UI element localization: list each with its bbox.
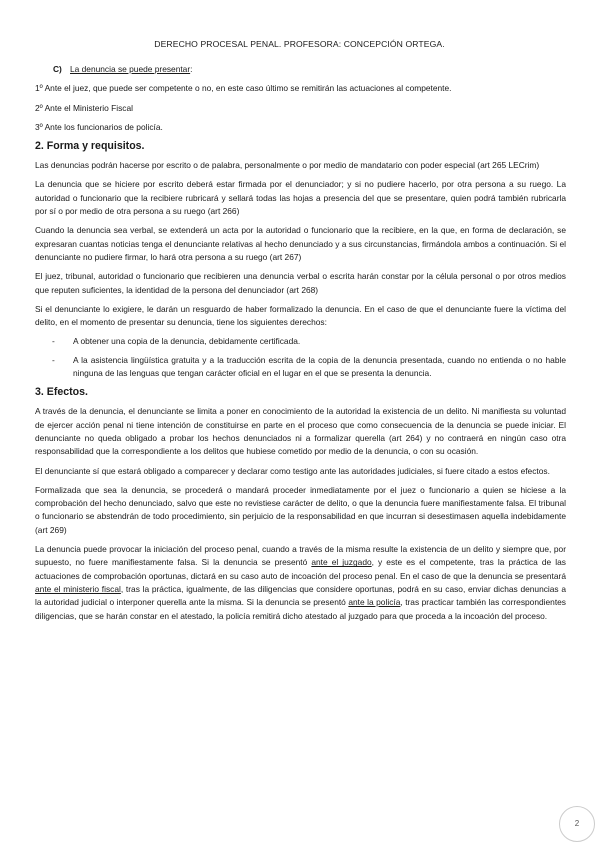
underlined-text: ante el juzgado — [311, 557, 372, 568]
text-run: , y este es el competente, tras la práctica de las actuaciones de comprobación oportunas, dictará en su caso auto de incoación del proceso penal. En el caso de que la denuncia se presentará — [35, 557, 566, 581]
option-2: 2º Ante el Ministerio Fiscal — [35, 102, 134, 113]
page-content — [35, 63, 566, 629]
paragraph: La denuncia que se hiciere por escrito deberá estar firmada por el denunciador; y si no pudiere hacerlo, por otra persona a su ruego. La autoridad o funcionario que la recibiere rubricará y sellará todas las hojas a presencia del que se presentare, quien podrá también rubricarla por sí o por medio de otra persona a su ruego (art 266) — [35, 179, 566, 217]
paragraph: Si el denunciante lo exigiere, le darán un resguardo de haber formalizado la denuncia. En el caso de que el denunciante fuere la víctima del delito, en el momento de presentar su denuncia, tiene los siguientes derechos: — [35, 303, 566, 328]
paragraph: Las denuncias podrán hacerse por escrito o de palabra, personalmente o por medio de mandatario con poder especial (art 265 LECrim) — [35, 160, 540, 171]
list-item-text: A obtener una copia de la denuncia, debidamente certificada. — [73, 336, 301, 347]
option-1: 1º Ante el juez, que puede ser competente o no, en este caso último se remitirán las actuaciones al competente. — [35, 83, 452, 94]
text-run: , tras practicar también las correspondientes diligencias, que se harán constar en el atestado, la policía remitirá dicho atestado al juzgado para que proceda a la incoación del proceso. — [35, 597, 566, 621]
paragraph-final — [35, 543, 566, 623]
paragraph: El juez, tribunal, autoridad o funcionario que recibieren una denuncia verbal o escrita harán constar por la célula personal o por otros medios que reputen suficientes, la identidad de la persona del denunciador (art 268) — [35, 271, 566, 295]
paragraph: Formalizada que sea la denuncia, se procederá o mandará proceder inmediatamente por el juez o funcionario a quien se hiciese a la comprobación del hecho denunciado, salvo que este no revistiese carácter de delito, o que la denuncia fuere manifiestamente falsa. El tribunal o funcionario se abstendrán de todo procedimiento, sin perjuicio de la responsabilidad en que incurran si desestimasen aquella indebidamente (art 269) — [35, 484, 566, 535]
list-item-text: A la asistencia lingüística gratuita y a la traducción escrita de la copia de la denuncia presentada, cuando no entienda o no hable ninguna de las lenguas que tengan carácter oficial en el lugar en el que se presenta la denuncia. — [73, 354, 566, 379]
underlined-text: ante el ministerio fiscal — [35, 583, 121, 594]
list-item — [35, 354, 566, 381]
paragraph: El denunciante sí que estará obligado a comparecer y declarar como testigo ante las autoridades judiciales, si fuere citado a estos efectos. — [35, 465, 550, 476]
dash-marker: - — [52, 354, 55, 365]
page-number: 2 — [559, 806, 595, 842]
section-2-heading: 2. Forma y requisitos. — [35, 140, 145, 153]
paragraph: Cuando la denuncia sea verbal, se extenderá un acta por la autoridad o funcionario que la recibiere, en la que, en forma de declaración, se expresaran cuantas noticias tenga el denunciante relativas al hecho denunciado y a sus circunstancias, firmándola ambos a continuación. Si el denunciante no pudiere firmar, lo hará otra persona a su ruego (art 267) — [35, 225, 566, 262]
paragraph: A través de la denuncia, el denunciante se limita a poner en conocimiento de la autoridad la existencia de un delito. Ni manifiesta su voluntad de ejercer acción penal ni tiene intención de constituirse en parte en el proceso que como consecuencia de la denuncia se puede iniciar. El denunciante no queda obligado a probar los hechos denunciados ni a formalizar querella (art 264) y no contraerá en ningún caso otra responsabilidad que la correspondiente a los delitos que hubiese cometido por medio de la denuncia, o con su ocasión. — [35, 406, 566, 457]
page-header: DERECHO PROCESAL PENAL. PROFESORA: CONCEPCIÓN ORTEGA. — [154, 39, 445, 49]
dash-marker: - — [52, 336, 55, 347]
section-c-suffix: : — [190, 64, 193, 74]
rights-list — [35, 335, 566, 380]
section-c — [53, 63, 566, 76]
section-c-label: C) — [53, 64, 62, 74]
text-run: , tras la práctica, igualmente, de las diligencias que considere oportunas, podrá en su caso, enviar dichas denuncias a la autoridad judicial o interponer querella ante la misma. Si la denuncia se presentó — [35, 583, 566, 608]
section-c-title: La denuncia se puede presentar — [70, 64, 191, 74]
option-3: 3º Ante los funcionarios de policía. — [35, 121, 163, 132]
underlined-text: ante la policía — [348, 597, 401, 608]
list-item — [35, 335, 566, 348]
section-3-heading: 3. Efectos. — [35, 386, 88, 399]
text-run: La denuncia puede provocar la iniciación del proceso penal, cuando a través de la misma resulte la existencia de un delito y siempre que, por supuesto, no fuere manifiestamente falsa. Si la denuncia se presentó — [35, 544, 566, 568]
